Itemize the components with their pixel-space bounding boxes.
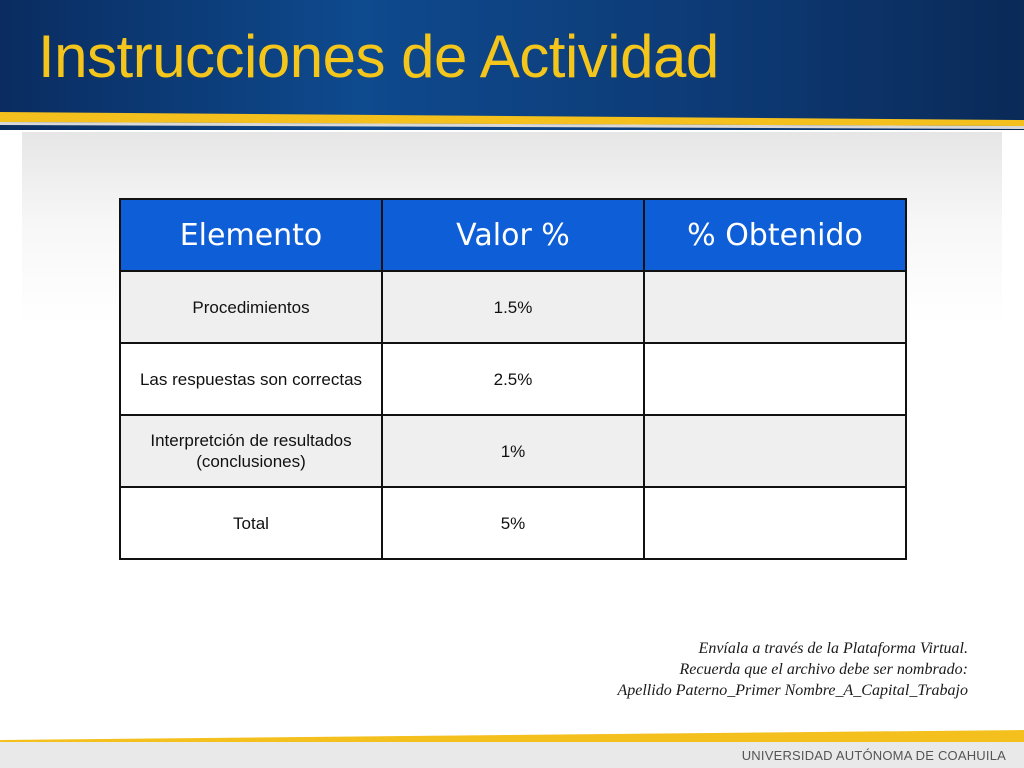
header-obtenido: % Obtenido — [644, 199, 906, 271]
header-valor: Valor % — [382, 199, 644, 271]
table-row — [120, 343, 906, 415]
page-title: Instrucciones de Actividad — [38, 23, 719, 90]
instruction-line: Envíala a través de la Plataforma Virtual. — [698, 640, 968, 657]
grading-table — [119, 198, 907, 560]
cell-obtenido — [644, 415, 906, 487]
filename-format: Apellido Paterno_Primer Nombre_A_Capital_Trabajo — [617, 682, 968, 699]
cell-elemento: Procedimientos — [120, 271, 382, 343]
cell-valor: 1% — [382, 415, 644, 487]
cell-obtenido — [644, 271, 906, 343]
cell-valor: 2.5% — [382, 343, 644, 415]
header-elemento: Elemento — [120, 199, 382, 271]
university-name: UNIVERSIDAD AUTÓNOMA DE COAHUILA — [741, 748, 1006, 763]
cell-valor: 5% — [382, 487, 644, 559]
cell-elemento: Las respuestas son correctas — [120, 343, 382, 415]
table-row — [120, 487, 906, 559]
table-row — [120, 415, 906, 487]
submission-instructions — [617, 638, 968, 701]
table-header-row — [120, 199, 906, 271]
table-row — [120, 271, 906, 343]
cell-obtenido — [644, 343, 906, 415]
instruction-line: Recuerda que el archivo debe ser nombrado: — [679, 661, 968, 678]
cell-elemento: Interpretción de resultados (conclusiones) — [120, 415, 382, 487]
cell-valor: 1.5% — [382, 271, 644, 343]
cell-obtenido — [644, 487, 906, 559]
cell-elemento: Total — [120, 487, 382, 559]
